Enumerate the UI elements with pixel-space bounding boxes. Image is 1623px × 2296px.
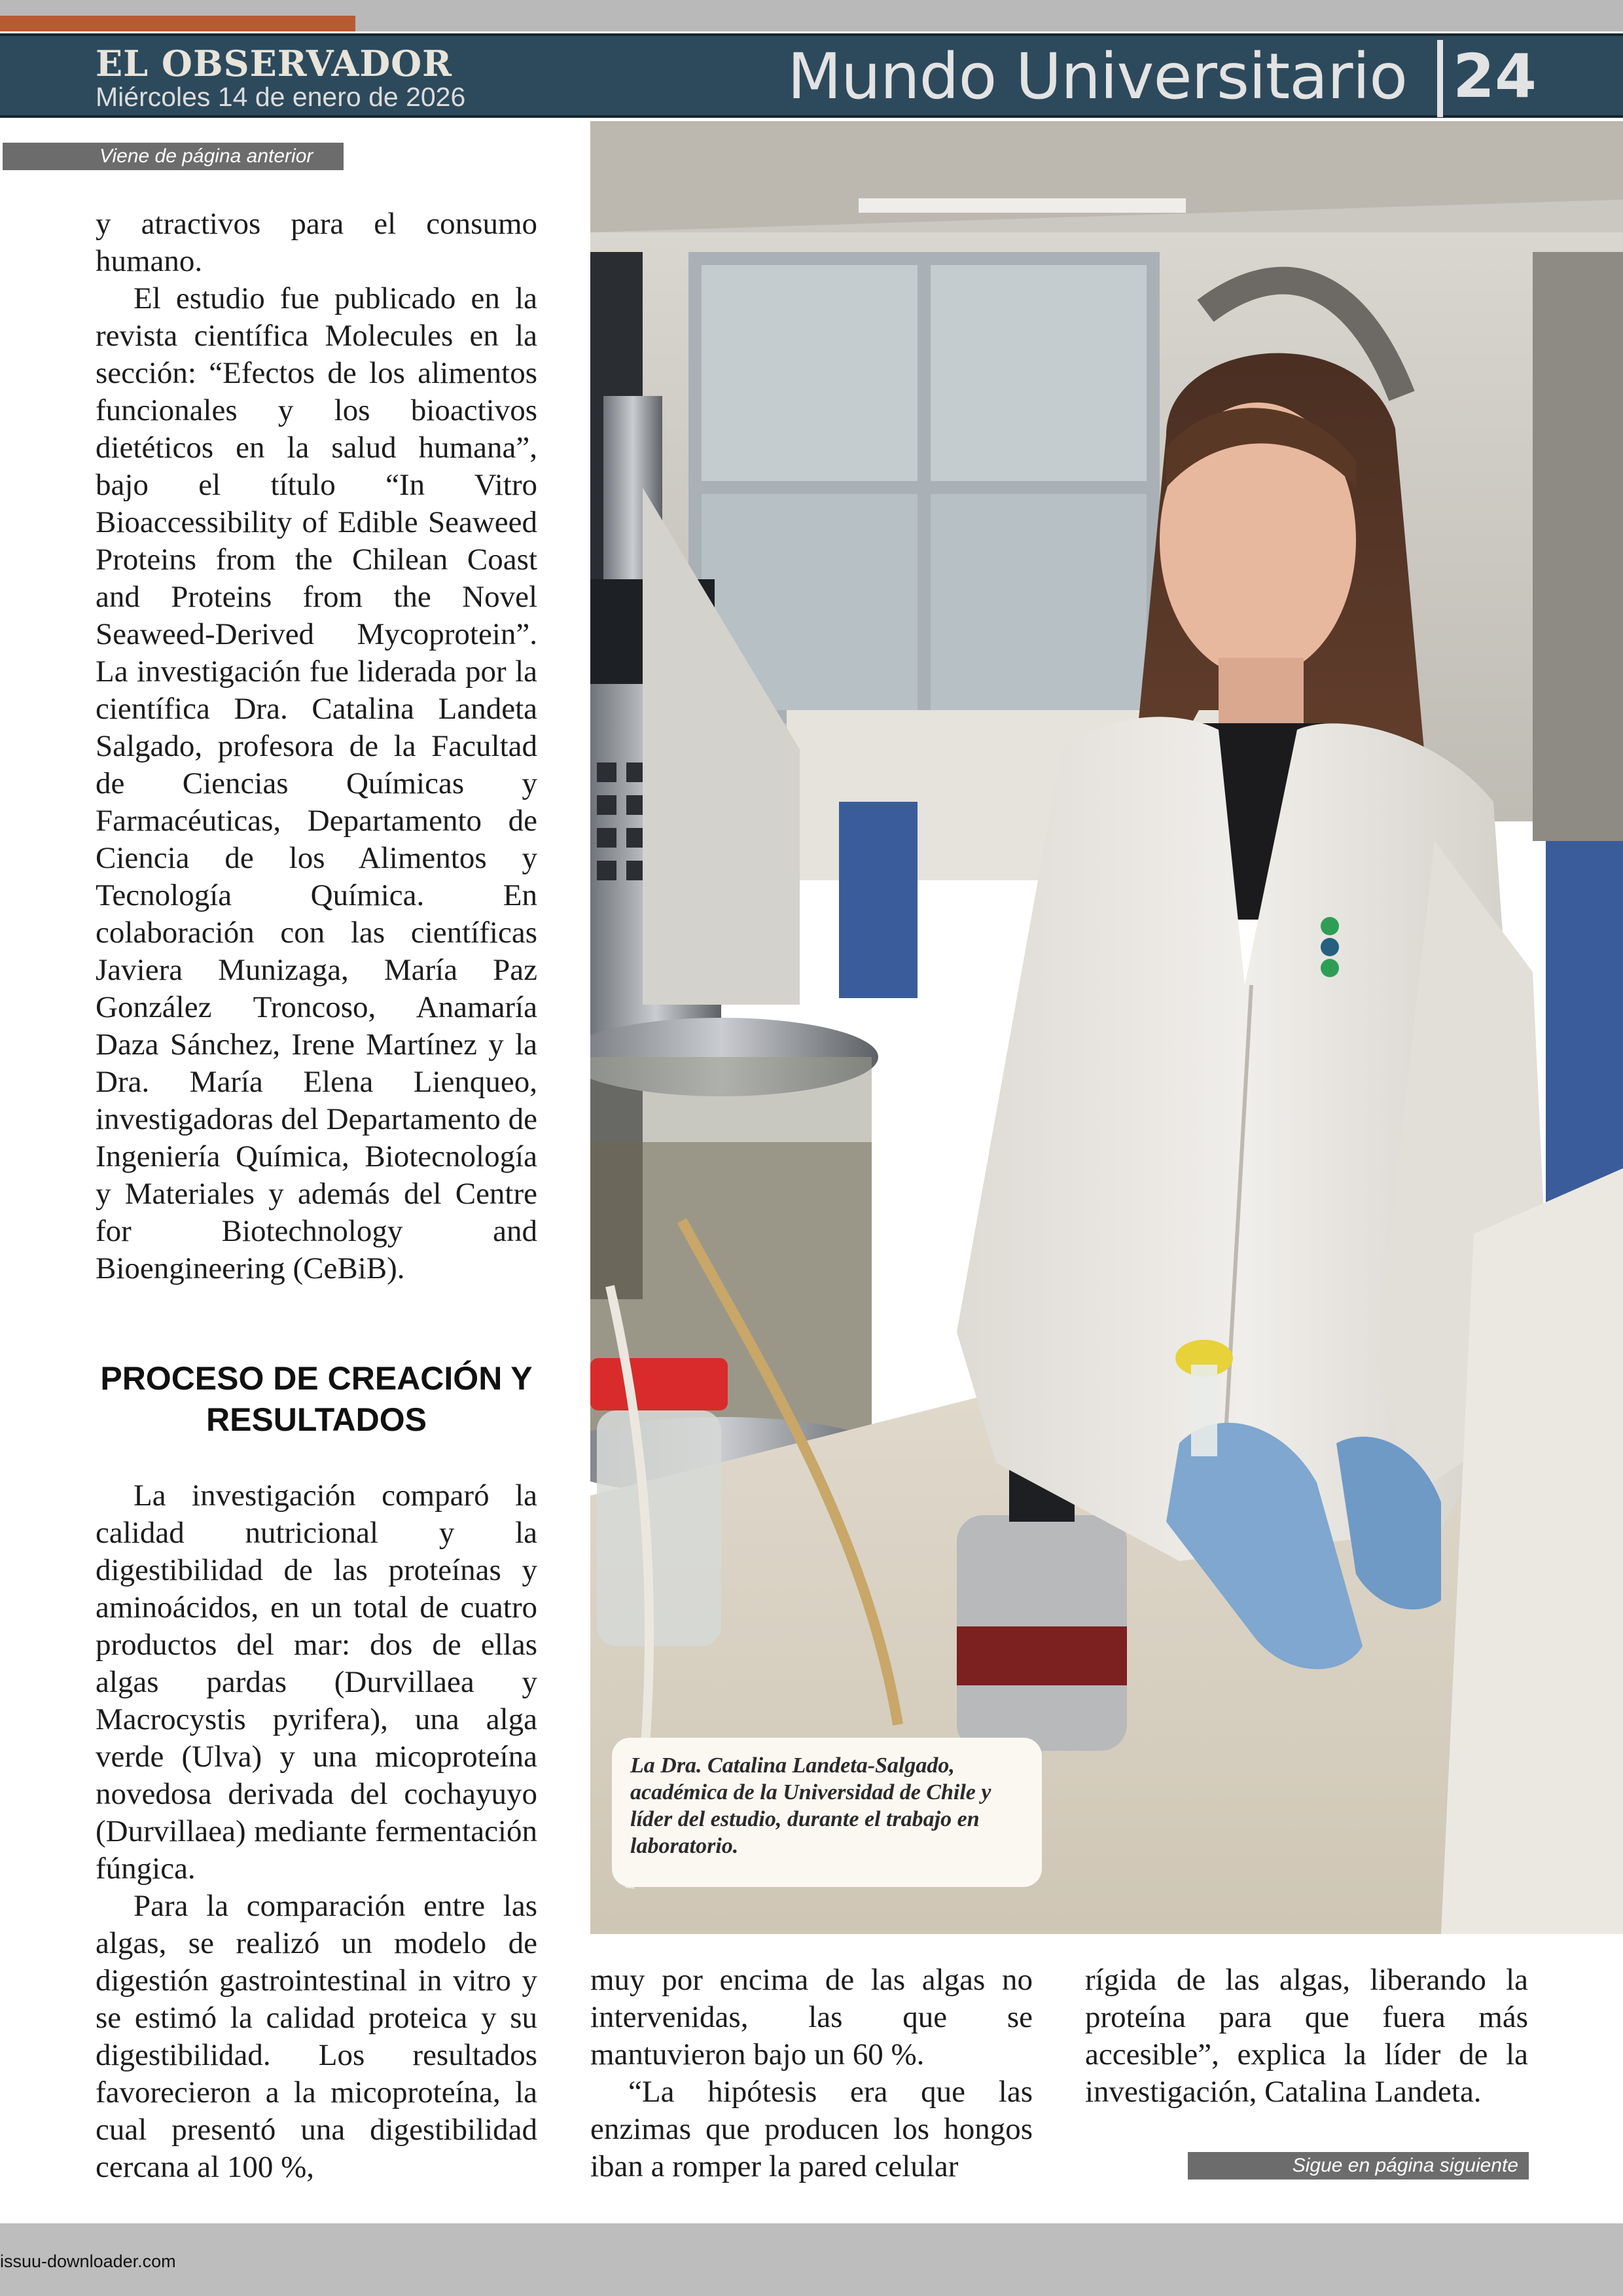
article-subheading: PROCESO DE CREACIÓN Y RESULTADOS	[100, 1360, 533, 1438]
footer-bar	[0, 2223, 1623, 2296]
newspaper-brand: EL OBSERVADOR	[96, 43, 453, 84]
watermark-text: issuu-downloader.com	[0, 2251, 176, 2271]
article-paragraph: muy por encima de las algas no intervenidas, las que se mantuvieron bajo un 60 %.	[590, 1963, 1033, 2072]
article-column-left-top	[96, 206, 537, 1287]
section-title: Mundo Universitario	[787, 40, 1407, 113]
article-paragraph: Para la comparación entre las algas, se realizó un modelo de digestión gastrointestinal in vitro y se estimó la calidad proteica y su digestibilidad. Los resultados favorecieron a la micoproteína, la cual presentó una digestibilidad cercana al 100 %,	[96, 1889, 537, 2184]
photo-caption: La Dra. Catalina Landeta-Salgado, académica de la Universidad de Chile y líder del estudio, durante el trabajo en laboratorio.	[612, 1738, 1042, 1887]
page-number: 24	[1453, 41, 1537, 111]
page-number-divider	[1437, 40, 1443, 117]
article-column-middle	[590, 1962, 1033, 2185]
top-accent-strip	[0, 16, 355, 31]
masthead	[0, 33, 1623, 118]
article-column-right	[1085, 1962, 1528, 2111]
article-paragraph: y atractivos para el consumo humano.	[96, 207, 537, 278]
article-paragraph: La investigación comparó la calidad nutricional y la digestibilidad de las proteínas y aminoácidos, en un total de cuatro productos del mar: dos de ellas algas pardas (Durvillaea y Macrocystis pyrifera), una alga verde (Ulva) y una micoproteína novedosa derivada del cochayuyo (Durvillaea) mediante fermentación fúngica.	[96, 1479, 537, 1886]
article-paragraph: “La hipótesis era que las enzimas que producen los hongos iban a romper la pared celular	[590, 2075, 1033, 2183]
article-paragraph: El estudio fue publicado en la revista científica Molecules en la sección: “Efectos de los alimentos funcionales y los bioactivos dietéticos en la salud humana”, bajo el título “In Vitro Bioaccessibility of Edible Seaweed Proteins from the Chilean Coast and Proteins from the Novel Seaweed-Derived Mycoprotein”. La investigación fue liderada por la científica Dra. Catalina Landeta Salgado, profesora de la Facultad de Ciencias Químicas y Farmacéuticas, Departamento de Ciencia de los Alimentos y Tecnología Química. En colaboración con las científicas Javiera Munizaga, María Paz González Troncoso, Anamaría Daza Sánchez, Irene Martínez y la Dra. María Elena Lienqueo, investigadoras del Departamento de Ingeniería Química, Biotecnología y Materiales y además del Centre for Biotechnology and Bioengineering (CeBiB).	[96, 281, 537, 1285]
continued-next-badge: Sigue en página siguiente	[1188, 2152, 1529, 2179]
article-paragraph: rígida de las algas, liberando la proteína para que fuera más accesible”, explica la líder de la investigación, Catalina Landeta.	[1085, 1963, 1528, 2109]
continued-from-badge: Viene de página anterior	[3, 143, 344, 170]
lab-photo	[590, 121, 1623, 1934]
issue-date: Miércoles 14 de enero de 2026	[96, 82, 466, 112]
article-column-left-bottom	[96, 1477, 537, 2186]
